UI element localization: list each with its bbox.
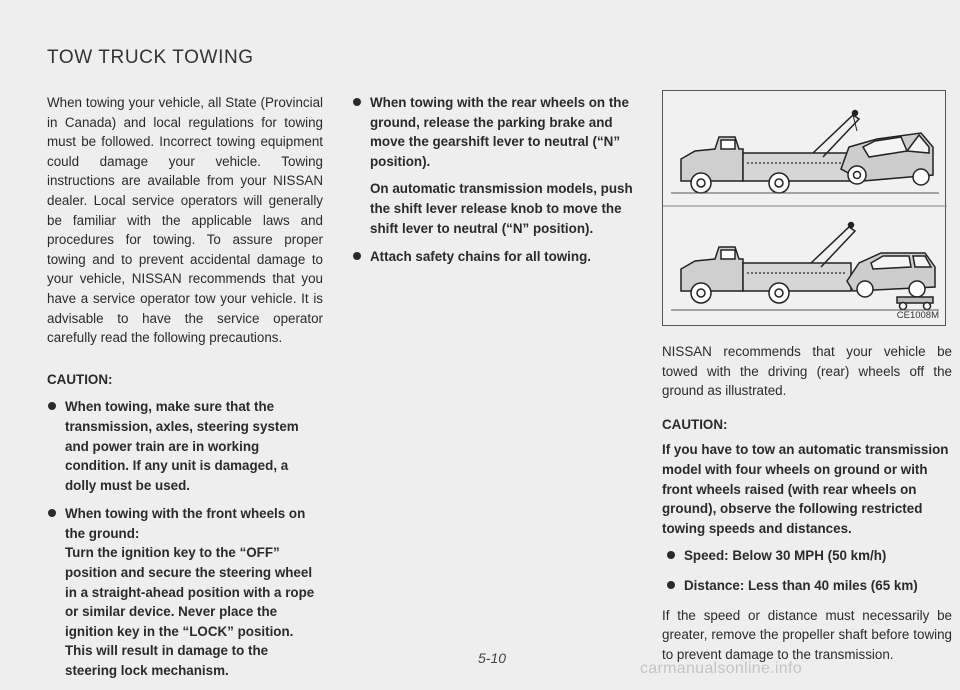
column-middle (352, 93, 636, 276)
tow-truck-drawing (663, 91, 947, 327)
caution-heading: CAUTION: (662, 416, 728, 432)
towing-list (352, 93, 636, 267)
column-left (47, 93, 323, 690)
caution-text: If you have to tow an automatic transmission model with four wheels on ground or with front wheels raised (with rear wheels on ground), observe the following restricted towing speeds and distances. (662, 442, 949, 536)
list-item: Distance: Less than 40 miles (65 km) (662, 576, 952, 596)
list-item: Speed: Below 30 MPH (50 km/h) (662, 546, 952, 566)
list-item: When towing with the front wheels on the ground: Turn the ignition key to the “OFF” position and secure the steering wheel in a straight-ahead position with a rope or similar device. Never place the ignition key in the “LOCK” position. This will result in damage to the steering lock mechanism. (47, 504, 323, 680)
list-item: When towing with the rear wheels on the ground, release the parking brake and move the gearshift lever to neutral (“N” position). On automatic transmission models, push the shift lever release knob to move the shift lever to neutral (“N” position). (352, 93, 636, 238)
list-item: Attach safety chains for all towing. (352, 247, 636, 267)
page-title: TOW TRUCK TOWING (47, 47, 254, 68)
restriction-list (662, 546, 952, 595)
closing-paragraph: If the speed or distance must necessarily be greater, remove the propeller shaft before towing to prevent damage to the transmission. (662, 607, 952, 662)
caution-list (47, 397, 323, 680)
caution-heading: CAUTION: (47, 371, 113, 387)
watermark: carmanualsonline.info (640, 660, 802, 677)
intro-paragraph: When towing your vehicle, all State (Provincial in Canada) and local regulations for towing must be followed. Incorrect towing equipment could damage your vehicle. Towing instructions are available from your NISSAN dealer. Local service operators will generally be familiar with the applicable laws and procedures for towing. To assure proper towing and to prevent accidental damage to your vehicle, NISSAN recommends that you have a service operator tow your vehicle. It is advisable to have the service operator carefully read the following precautions. (47, 95, 323, 346)
page-number: 5-10 (478, 650, 507, 666)
column-right (662, 342, 952, 664)
list-item: When towing, make sure that the transmission, axles, steering system and power train are in working condition. If any unit is damaged, a dolly must be used. (47, 397, 323, 495)
list-item-detail: On automatic transmission models, push the shift lever release knob to move the shift lever to neutral (“N” position). (370, 181, 633, 236)
tow-truck-illustration (662, 90, 946, 326)
figure-caption: NISSAN recommends that your vehicle be towed with the driving (rear) wheels off the ground as illustrated. (662, 344, 952, 399)
list-item-detail: Turn the ignition key to the “OFF” position and secure the steering wheel in a straight-ahead position with a rope or similar device. Never place the ignition key in the “LOCK” position. This will result in damage to the steering lock mechanism. (65, 545, 315, 679)
figure-code: CE1008M (896, 310, 939, 321)
